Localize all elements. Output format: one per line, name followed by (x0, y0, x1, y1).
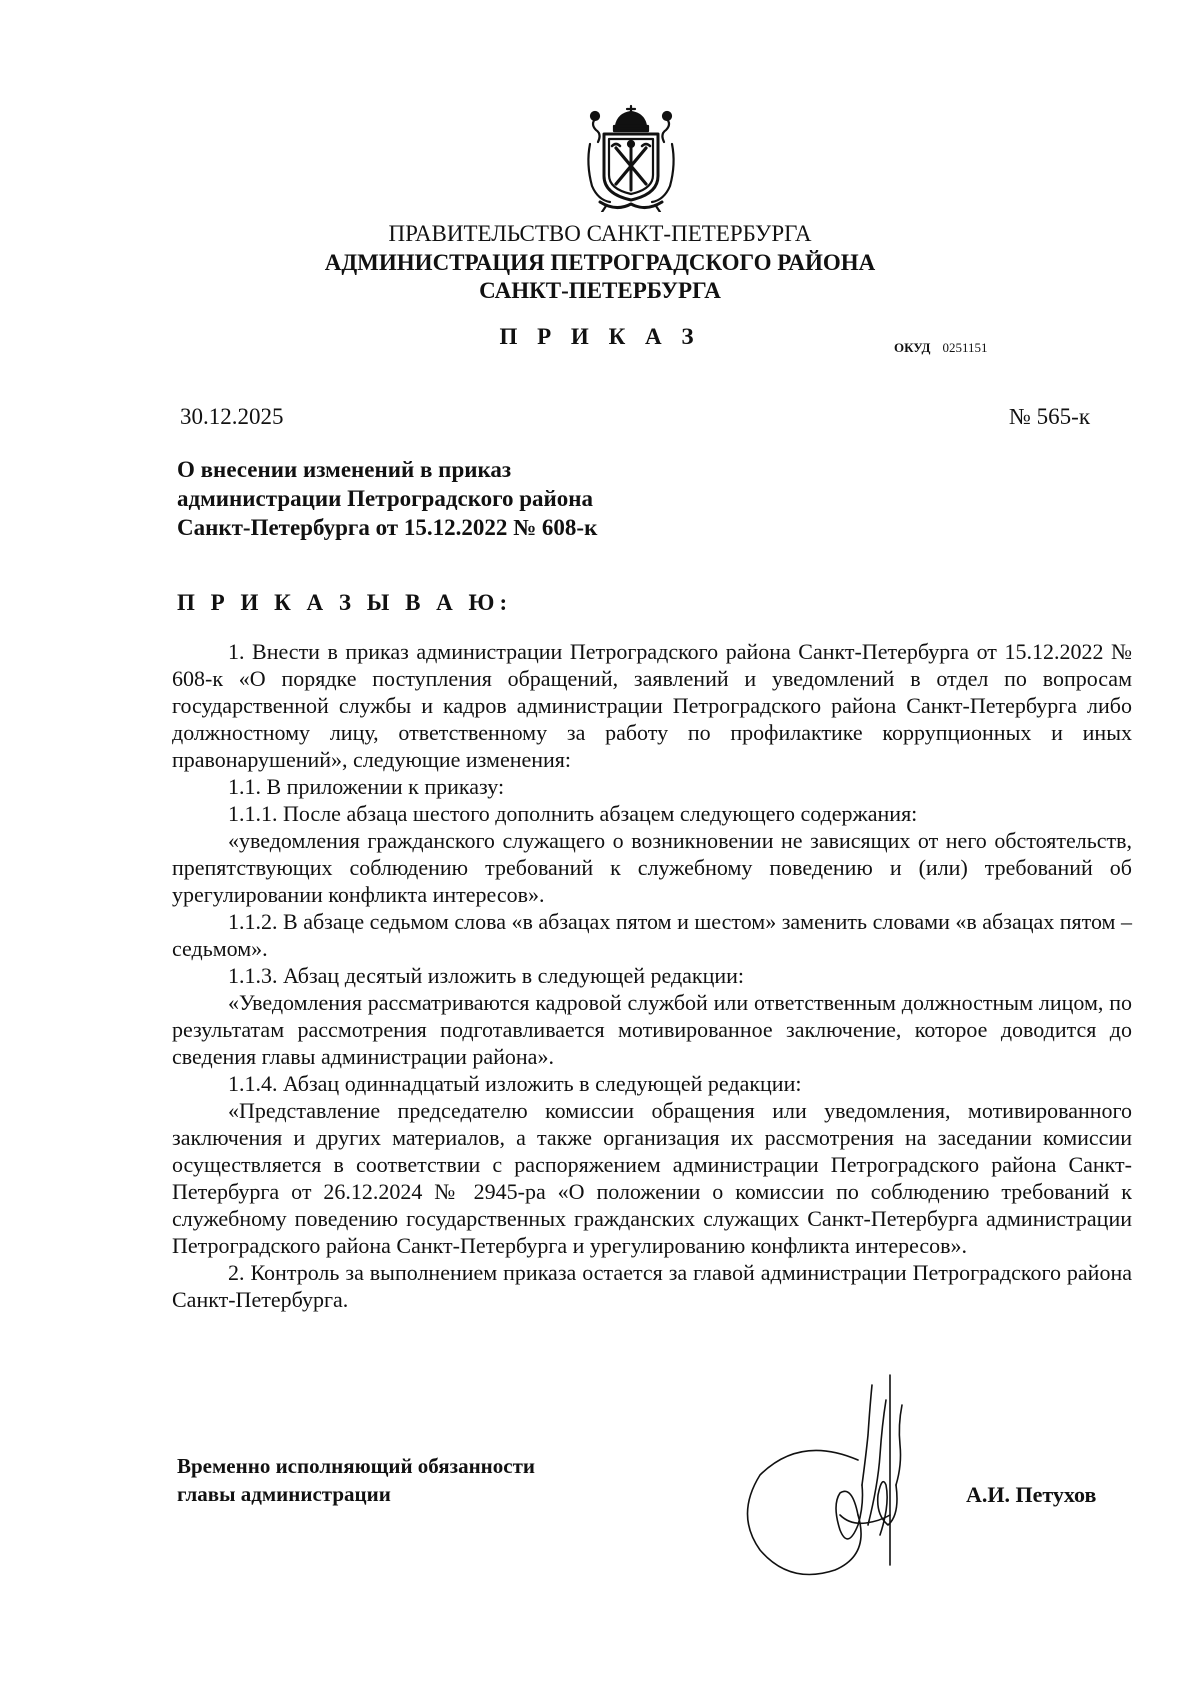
signatory-position-line: главы администрации (177, 1482, 391, 1506)
administration-title-line1: АДМИНИСТРАЦИЯ ПЕТРОГРАДСКОГО РАЙОНА (324, 250, 876, 275)
document-number: № 565-к (1008, 404, 1090, 429)
government-title: ПРАВИТЕЛЬСТВО САНКТ-ПЕТЕРБУРГА (388, 221, 812, 246)
paragraph-1-1-1-text: «уведомления гражданского служащего о возникновении не зависящих от него обстоятельств, препятствующих соблюдению требований к служебному поведению и (или) требований об урегулировании конфликта интересов». (172, 828, 1132, 907)
subject-line: администрации Петроградского района (177, 486, 594, 511)
document-body (172, 638, 1132, 1313)
signatory-position (177, 1452, 535, 1508)
coat-of-arms-icon (580, 104, 682, 212)
okud-label: ОКУД (894, 340, 931, 355)
signatory-name: А.И. Петухов (966, 1482, 1097, 1507)
paragraph-1-1-3-text: «Уведомления рассматриваются кадровой службой или ответственным должностным лицом, по результатам рассмотрения подготавливается мотивированное заключение, которое доводится до сведения главы администрации района». (172, 990, 1132, 1069)
okud-value: 0251151 (942, 340, 988, 355)
signatory-position-line: Временно исполняющий обязанности (177, 1454, 536, 1478)
paragraph-1-1-4: 1.1.4. Абзац одиннадцатый изложить в следующей редакции: (228, 1071, 802, 1096)
subject-line: О внесении изменений в приказ (177, 457, 512, 482)
paragraph-1-1-4-text: «Представление председателю комиссии обращения или уведомления, мотивированного заключения и других материалов, а также организация их рассмотрения на заседании комиссии осуществляется в соответствии с распоряжением администрации Петроградского района Санкт-Петербурга от 26.12.2024 № 2945-ра «О положении о комиссии по соблюдению требований к служебному поведению государственных гражданских служащих Санкт-Петербурга администрации Петроградского района Санкт-Петербурга и урегулированию конфликта интересов». (172, 1098, 1132, 1258)
paragraph-1: 1. Внести в приказ администрации Петроградского района Санкт-Петербурга от 15.12.2022 № 608-к «О порядке поступления обращений, заявлений и уведомлений в отдел по вопросам государственной службы и кадров администрации Петроградского района Санкт-Петербурга либо должностному лицу, ответственному за работу по профилактике коррупционных и иных правонарушений», следующие изменения: (172, 639, 1132, 772)
coat-of-arms-emblem (580, 104, 682, 212)
paragraph-1-1-3: 1.1.3. Абзац десятый изложить в следующей редакции: (228, 963, 745, 988)
okud-code (894, 340, 987, 356)
paragraph-1-1-1: 1.1.1. После абзаца шестого дополнить абзацем следующего содержания: (228, 801, 918, 826)
document-date: 30.12.2025 (180, 404, 284, 429)
document-type-title: П Р И К А З (499, 324, 701, 349)
document-subject (177, 455, 597, 542)
orders-heading: П Р И К А З Ы В А Ю: (177, 590, 513, 615)
signature-icon (740, 1365, 940, 1595)
paragraph-2: 2. Контроль за выполнением приказа остается за главой администрации Петроградского района Санкт-Петербурга. (172, 1260, 1132, 1312)
administration-title-line2: САНКТ-ПЕТЕРБУРГА (479, 278, 721, 303)
paragraph-1-1: 1.1. В приложении к приказу: (228, 774, 505, 799)
subject-line: Санкт-Петербурга от 15.12.2022 № 608-к (177, 515, 598, 540)
paragraph-1-1-2: 1.1.2. В абзаце седьмом слова «в абзацах пятом и шестом» заменить словами «в абзацах пятом – седьмом». (172, 909, 1132, 961)
handwritten-signature (740, 1365, 940, 1595)
